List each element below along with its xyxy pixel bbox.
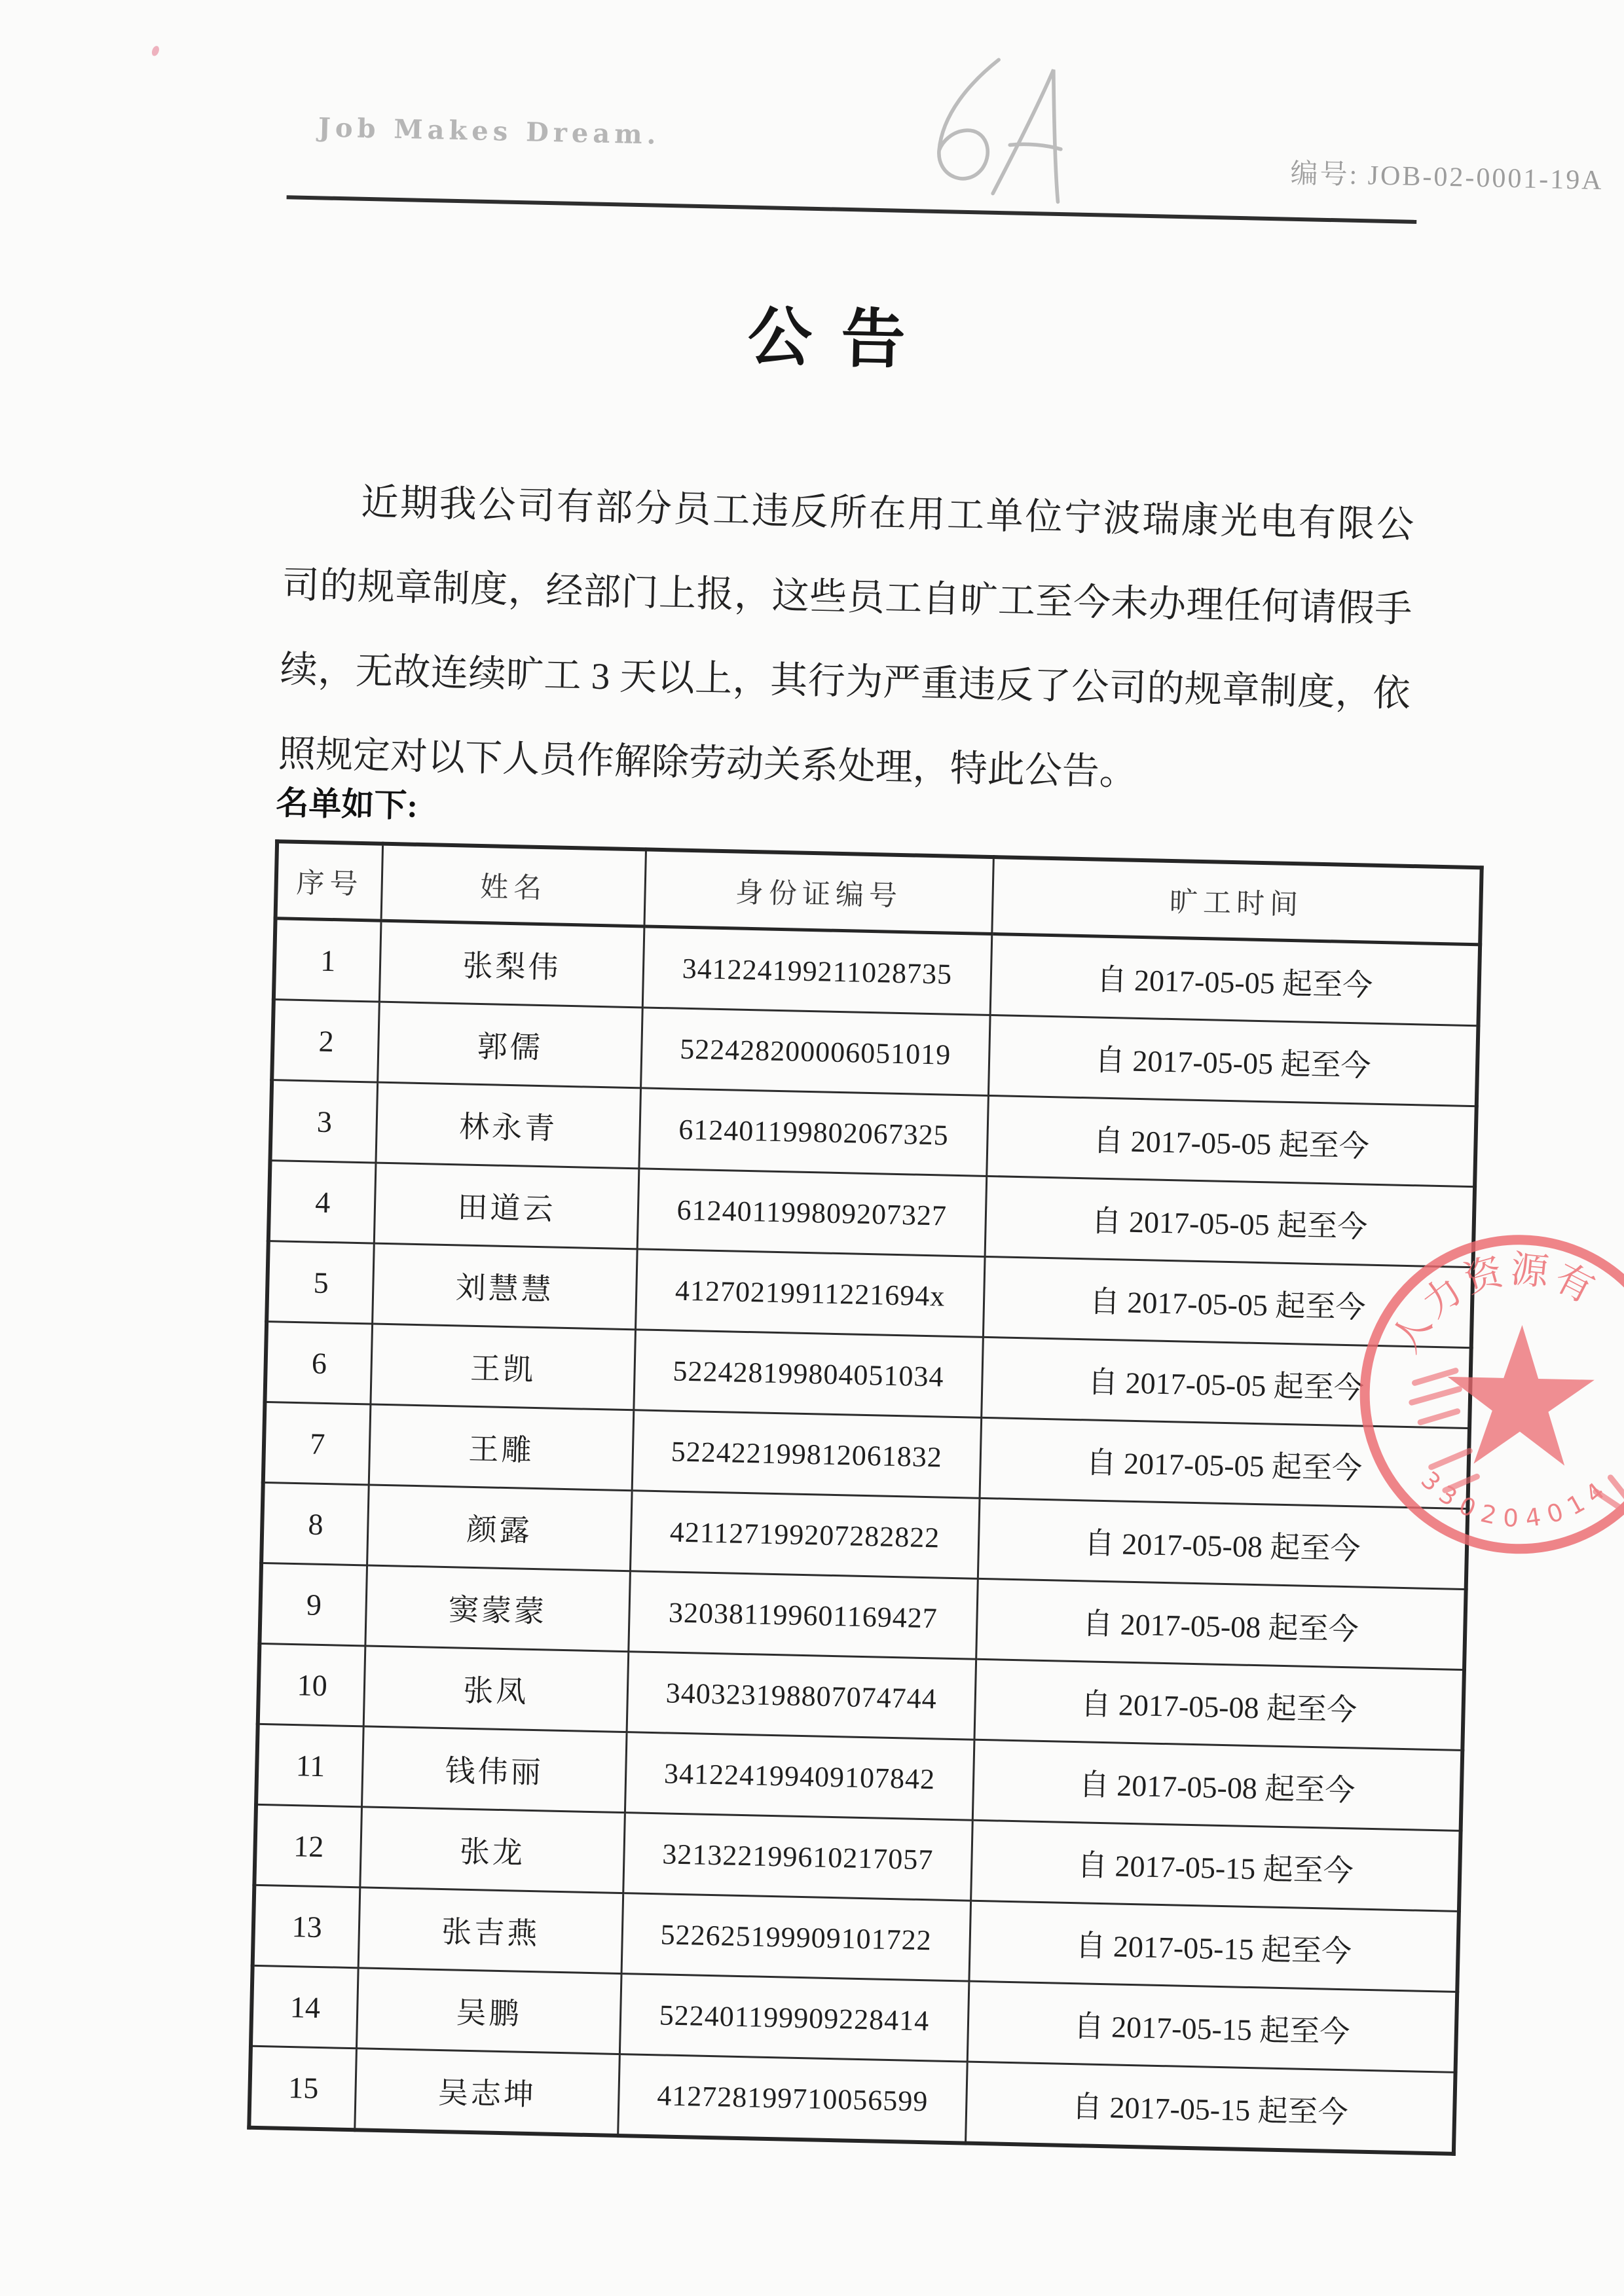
cell-id: 412728199710056599: [618, 2054, 967, 2143]
cell-name: 田道云: [375, 1163, 639, 1249]
seal-serial: 330204014: [1415, 1466, 1617, 1533]
cell-no: 8: [261, 1482, 369, 1565]
handwritten-mark: [889, 31, 1117, 263]
cell-name: 刘慧慧: [373, 1243, 637, 1330]
cell-id: 41270219911221694x: [635, 1249, 985, 1338]
cell-id: 320381199601169427: [628, 1571, 978, 1660]
page-title: 公 告: [747, 302, 913, 377]
col-header-name: 姓名: [381, 844, 646, 926]
cell-name: 王雕: [369, 1404, 634, 1491]
cell-no: 2: [272, 1000, 380, 1083]
cell-period: 自 2017-05-15 起至今: [971, 1820, 1461, 1911]
cell-name: 张凤: [364, 1646, 629, 1732]
paragraph-line: 近期我公司有部分员工违反所在用工单位宁波瑞康光电有限公: [360, 481, 1414, 546]
cell-id: 340323198807074744: [627, 1652, 976, 1740]
cell-period: 自 2017-05-15 起至今: [967, 1981, 1457, 2072]
cell-no: 13: [253, 1885, 361, 1968]
cell-period: 自 2017-05-05 起至今: [980, 1417, 1469, 1508]
seal-arc-text: 人力资源有: [1384, 1247, 1605, 1360]
cell-no: 6: [265, 1322, 373, 1405]
cell-id: 522401199909228414: [619, 1974, 969, 2062]
cell-name: 王凯: [371, 1324, 635, 1410]
cell-name: 张吉燕: [359, 1887, 623, 1974]
cell-period: 自 2017-05-08 起至今: [974, 1659, 1464, 1750]
paragraph-line: 照规定对以下人员作解除劳动关系处理，特此公告。: [278, 733, 1137, 793]
cell-no: 14: [251, 1965, 359, 2049]
cell-no: 11: [256, 1724, 364, 1807]
paragraph-line: 司的规章制度，经部门上报，这些员工自旷工至今未办理任何请假手: [281, 564, 1412, 630]
ink-speck: [151, 45, 160, 58]
cell-id: 522422199812061832: [632, 1410, 982, 1499]
cell-period: 自 2017-05-05 起至今: [982, 1337, 1471, 1428]
cell-id: 522428199804051034: [633, 1330, 983, 1418]
company-seal-stamp: [1312, 1190, 1624, 1604]
cell-period: 自 2017-05-05 起至今: [985, 1176, 1475, 1267]
col-header-period: 旷工时间: [992, 857, 1482, 945]
cell-no: 5: [267, 1241, 375, 1324]
handwritten-mark-text: [889, 31, 1117, 263]
cell-name: 颜露: [367, 1485, 632, 1571]
cell-name: 窦蒙蒙: [365, 1565, 630, 1652]
cell-id: 612401199802067325: [638, 1088, 988, 1176]
doc-number: 编号: JOB-02-0001-19A: [1290, 158, 1604, 196]
cell-id: 341224199409107842: [625, 1732, 974, 1821]
cell-name: 钱伟丽: [362, 1726, 627, 1813]
table-body: [249, 919, 1480, 2154]
cell-no: 4: [268, 1161, 377, 1244]
cell-period: 自 2017-05-05 起至今: [984, 1256, 1473, 1347]
cell-id: 522428200006051019: [640, 1008, 990, 1096]
cell-id: 421127199207282822: [630, 1491, 980, 1579]
cell-id: 321322199610217057: [623, 1813, 972, 1901]
cell-no: 7: [263, 1402, 371, 1485]
cell-id: 612401199809207327: [637, 1169, 987, 1257]
cell-period: 自 2017-05-15 起至今: [969, 1901, 1459, 1992]
list-label: 名单如下:: [275, 784, 418, 824]
cell-name: 吴鹏: [357, 1968, 621, 2054]
cell-period: 自 2017-05-08 起至今: [978, 1498, 1468, 1589]
cell-no: 10: [258, 1643, 366, 1726]
cell-no: 15: [249, 2046, 357, 2130]
cell-name: 张龙: [360, 1807, 625, 1893]
cell-no: 12: [254, 1804, 362, 1887]
cell-name: 林永青: [376, 1082, 640, 1169]
cell-name: 郭儒: [378, 1002, 642, 1088]
cell-period: 自 2017-05-05 起至今: [987, 1095, 1477, 1186]
letterhead-divider: [287, 195, 1417, 224]
col-header-id: 身份证编号: [644, 849, 993, 934]
roster-table: [247, 839, 1484, 2156]
cell-id: 341224199211028735: [642, 926, 992, 1015]
seal-star-icon: [1446, 1323, 1596, 1466]
cell-period: 自 2017-05-08 起至今: [973, 1740, 1463, 1831]
cell-name: 吴志坤: [355, 2049, 619, 2136]
cell-name: 张梨伟: [380, 920, 644, 1008]
announcement-paragraph: [278, 458, 1415, 821]
cell-period: 自 2017-05-08 起至今: [976, 1578, 1466, 1669]
cell-period: 自 2017-05-05 起至今: [990, 934, 1480, 1026]
col-header-no: 序号: [276, 841, 383, 920]
cell-no: 9: [259, 1563, 367, 1646]
letterhead-slogan: Job Makes Dream.: [318, 112, 661, 151]
paragraph-line: 续，无故连续旷工 3 天以上，其行为严重违反了公司的规章制度，依: [280, 649, 1411, 715]
cell-no: 1: [274, 919, 382, 1002]
cell-id: 522625199909101722: [621, 1893, 971, 1982]
cell-no: 3: [270, 1080, 378, 1163]
cell-period: 自 2017-05-15 起至今: [966, 2062, 1456, 2154]
cell-period: 自 2017-05-05 起至今: [989, 1015, 1479, 1106]
svg-text:人力资源有: [1384, 1245, 1606, 1363]
